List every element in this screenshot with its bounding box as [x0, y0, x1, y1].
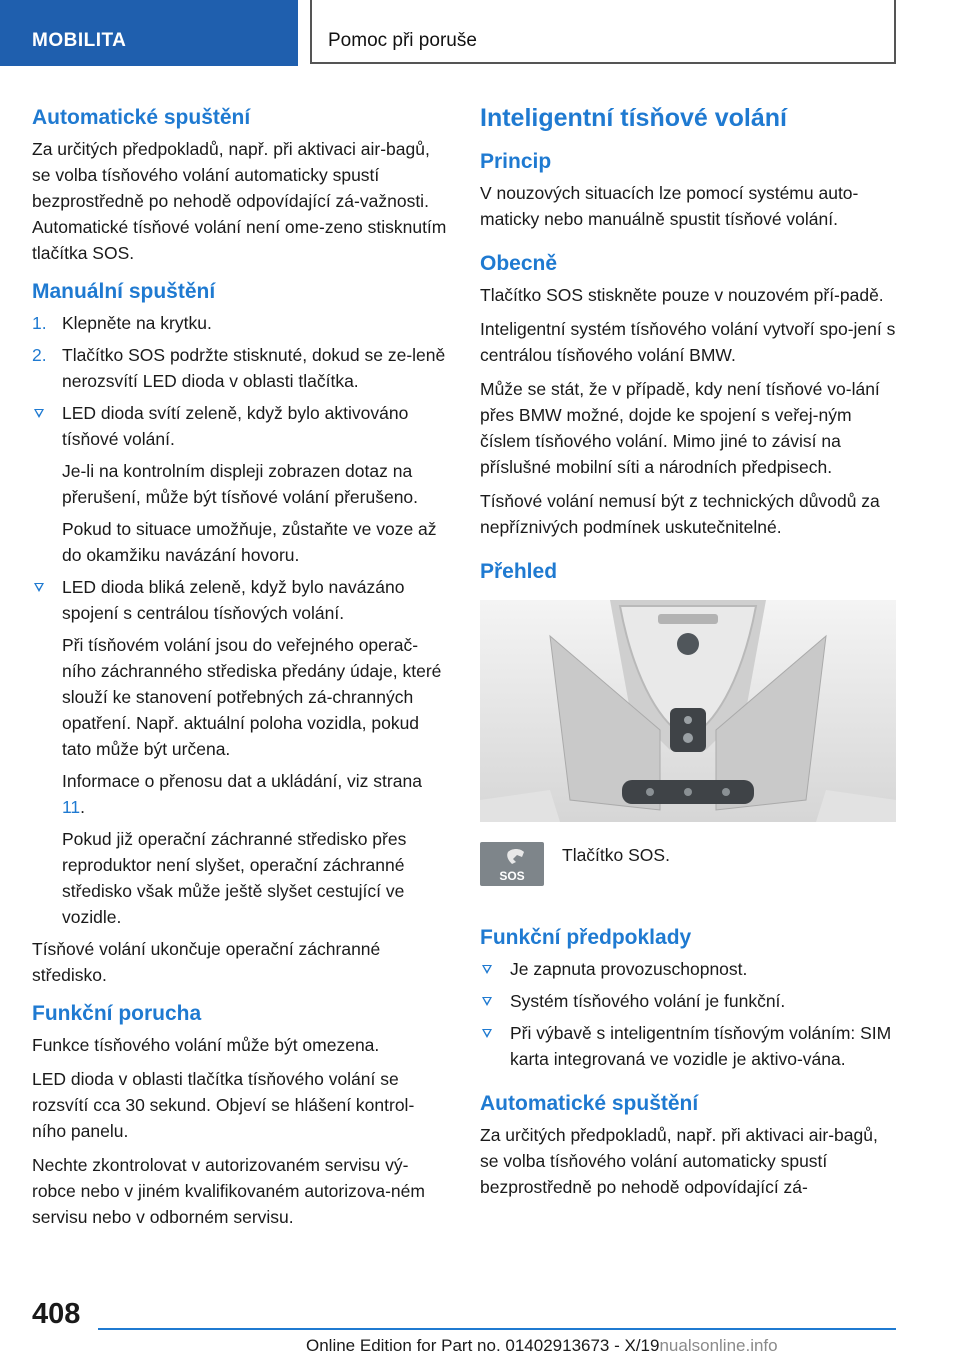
footer-edition [306, 1336, 778, 1356]
indented-paragraph: Je-li na kontrolním displeji zobrazen dotaz na přerušení, může být tísňové volání přerušeno. [62, 461, 419, 507]
paragraph: Tísňové volání ukončuje operační záchranné středisko. [32, 939, 381, 985]
indented-paragraph: Při tísňovém volání jsou do veřejného operač-ního záchranného střediska předány údaje, které slouží ke stanovení potřebných zá-chranných opatření. Např. aktuální poloha vozidla, pokud tato může být určena. [62, 635, 442, 759]
chapter-tab: Pomoc při poruše [310, 0, 896, 64]
paragraph: Za určitých předpokladů, např. při aktivaci air-bagů, se volba tísňového volání automaticky spustí bezprostředně po nehodě odpovídající zá-važnosti. Automatické tísňové volání není ome-zeno stisknutím tlačítka SOS. [32, 139, 447, 263]
step-number: 2. [32, 345, 47, 365]
triangle-bullet-icon [34, 409, 44, 418]
heading-manual-start: Manuální spuštění [32, 280, 216, 303]
overhead-console-image [480, 600, 896, 822]
sos-caption: Tlačítko SOS. [562, 845, 670, 865]
indented-paragraph [32, 768, 448, 820]
heading-overview: Přehled [480, 560, 558, 583]
paragraph: V nouzových situacích lze pomocí systému auto-maticky nebo manuálně spustit tísňové volání. [480, 183, 859, 229]
step-item [32, 342, 448, 394]
bullet-text: Při výbavě s inteligentním tísňovým voláním: SIM karta integrovaná ve vozidle je aktivo-vána. [510, 1023, 892, 1069]
triangle-bullet-icon [482, 965, 492, 974]
bullet-item [32, 400, 448, 452]
step-text: Tlačítko SOS podržte stisknuté, dokud se ze-leně nerozsvítí LED dioda v oblasti tlačítka. [62, 345, 446, 391]
paragraph: Za určitých předpokladů, např. při aktivaci air-bagů, se volba tísňového volání automaticky spustí bezprostředně po nehodě odpovídající zá- [480, 1125, 878, 1197]
sos-button-icon [480, 842, 544, 886]
paragraph: Inteligentní systém tísňového volání vytvoří spo-jení s centrálou tísňového volání BMW. [480, 319, 896, 365]
paragraph: Může se stát, že v případě, kdy není tísňové vo-lání přes BMW možné, dojde ke spojení s veřej-ným číslem tísňového volání. Mimo jiné to závisí na příslušné mobilní síti a národních předpisech. [480, 379, 880, 477]
step-item [32, 310, 448, 336]
heading-principle: Princip [480, 150, 552, 173]
footer-divider [98, 1328, 896, 1330]
heading-requirements: Funkční předpoklady [480, 926, 692, 949]
indented-paragraph: Pokud to situace umožňuje, zůstaňte ve voze až do okamžiku navázání hovoru. [62, 519, 437, 565]
reference-period: . [80, 797, 86, 817]
page-header [0, 0, 960, 66]
reference-text: Informace o přenosu dat a ukládání, viz strana [62, 771, 422, 791]
step-text: Klepněte na krytku. [62, 313, 212, 333]
section-tab: MOBILITA [0, 0, 298, 66]
bullet-item [480, 956, 896, 982]
triangle-bullet-icon [34, 583, 44, 592]
indented-paragraph: Pokud již operační záchranné středisko přes reproduktor není slyšet, operační záchranné středisko však může ještě slyšet cestující ve vozidle. [62, 829, 407, 927]
edition-text: Online Edition for Part no. 01402913673 - X/19 [306, 1336, 660, 1355]
svg-text:SOS: SOS [499, 869, 525, 883]
bullet-item [480, 988, 896, 1014]
paragraph: Tísňové volání nemusí být z technických důvodů za nepříznivých podmínek uskutečnitelné. [480, 491, 880, 537]
heading-auto-start: Automatické spuštění [32, 106, 251, 129]
sos-legend-row [480, 842, 896, 914]
bullet-text: LED dioda svítí zeleně, když bylo aktivováno tísňové volání. [62, 403, 409, 449]
heading-general: Obecně [480, 252, 558, 275]
left-column [32, 100, 448, 1238]
bullet-text: LED dioda bliká zeleně, když bylo navázáno spojení s centrálou tísňových volání. [62, 577, 405, 623]
bullet-text: Je zapnuta provozuschopnost. [510, 959, 748, 979]
heading-malfunction: Funkční porucha [32, 1002, 202, 1025]
triangle-bullet-icon [482, 1029, 492, 1038]
right-column [480, 100, 896, 1208]
page-number: 408 [32, 1298, 81, 1330]
watermark-text: nualsonline.info [659, 1336, 778, 1355]
triangle-bullet-icon [482, 997, 492, 1006]
heading-intelligent-emergency-call: Inteligentní tísňové volání [480, 104, 787, 132]
overhead-console-illustration [480, 600, 896, 822]
step-number: 1. [32, 313, 47, 333]
paragraph: Tlačítko SOS stiskněte pouze v nouzovém pří-padě. [480, 285, 884, 305]
page-reference-link[interactable]: 11 [62, 797, 81, 817]
heading-auto-start: Automatické spuštění [480, 1092, 699, 1115]
bullet-item [32, 574, 448, 626]
paragraph: LED dioda v oblasti tlačítka tísňového volání se rozsvítí cca 30 sekund. Objeví se hlášení kontrol-ního panelu. [32, 1069, 415, 1141]
bullet-text: Systém tísňového volání je funkční. [510, 991, 786, 1011]
paragraph: Nechte zkontrolovat v autorizovaném servisu vý-robce nebo v jiném kvalifikovaném autorizova-ném servisu nebo v odborném servisu. [32, 1155, 425, 1227]
paragraph: Funkce tísňového volání může být omezena. [32, 1035, 380, 1055]
bullet-item [480, 1020, 896, 1072]
